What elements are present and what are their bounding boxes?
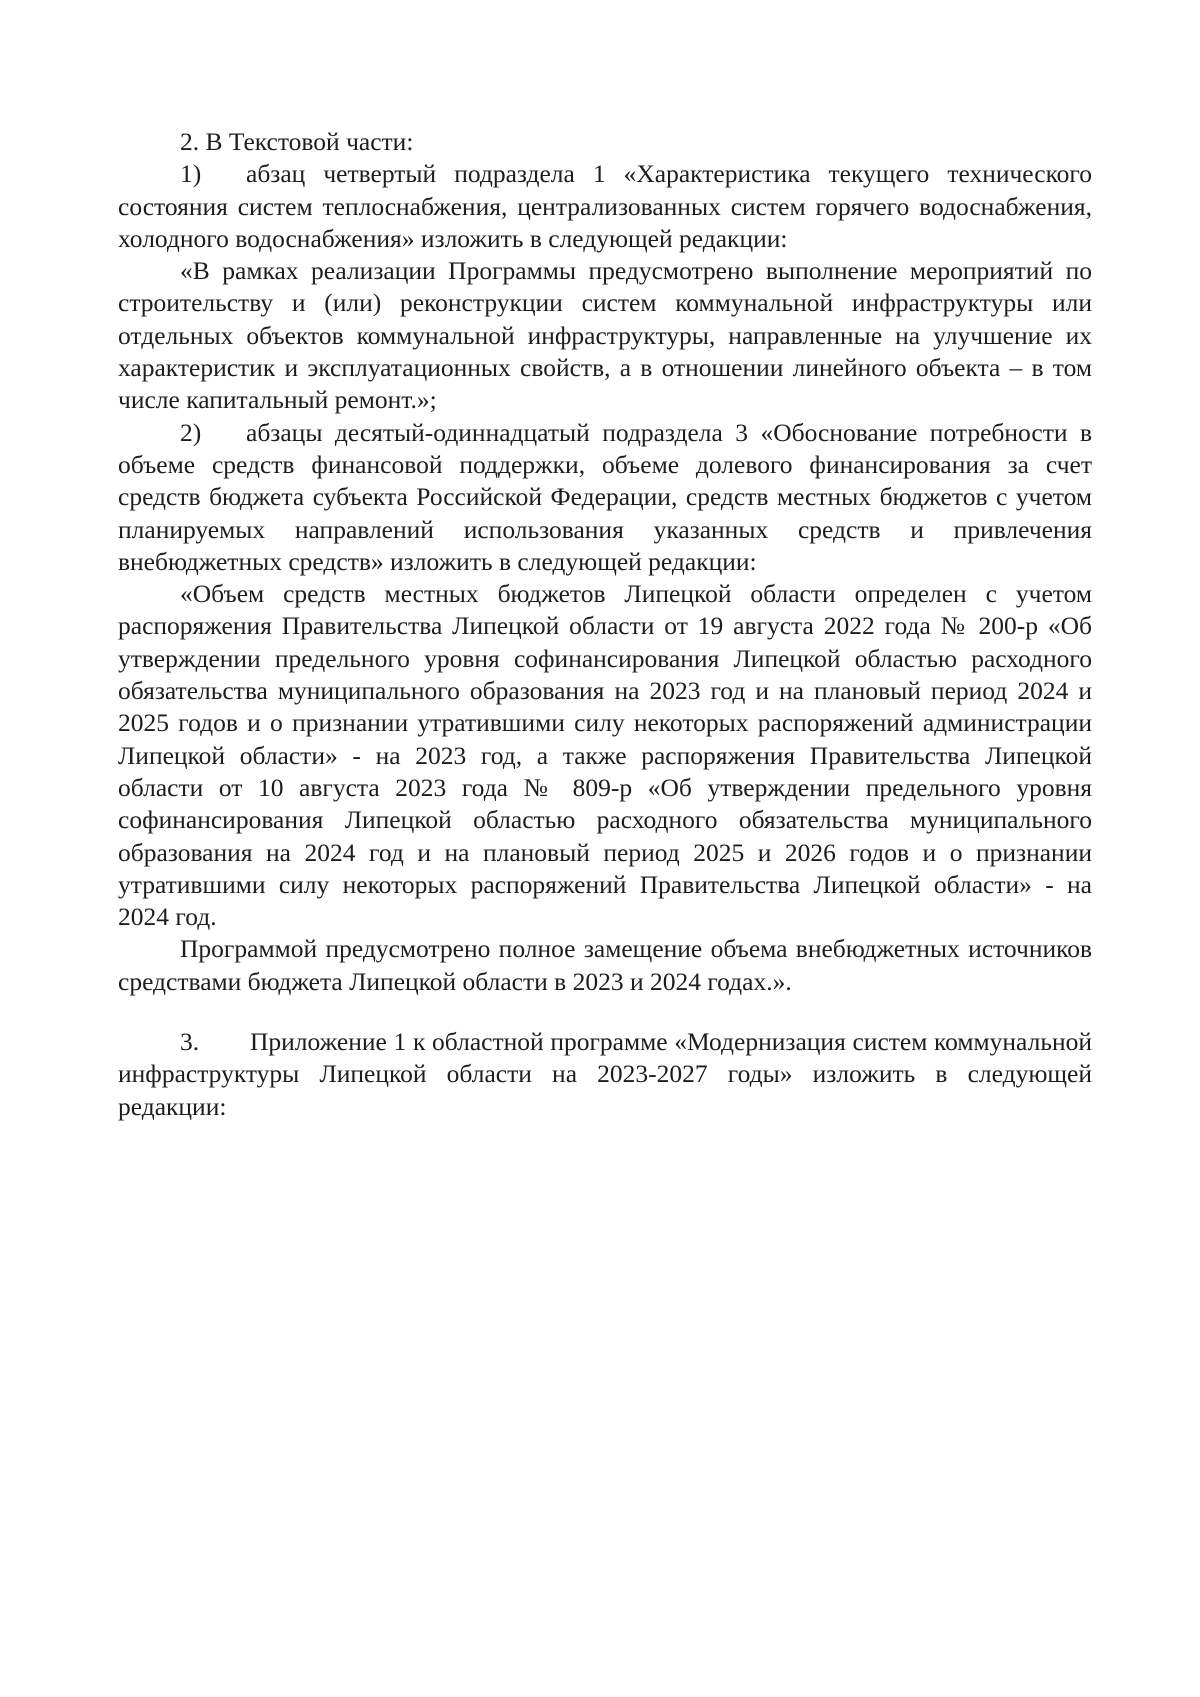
section-3-text: Приложение 1 к областной программе «Модернизация систем коммунальной инфраструктуры Липецкой области на 2023-2027 годы» изложить в следующей редакции: xyxy=(118,1027,1092,1121)
item-2-number: 2) xyxy=(180,417,202,447)
quote-2a-paragraph: «Объем средств местных бюджетов Липецкой области определен с учетом распоряжения Правительства Липецкой области от 19 августа 2022 года № 200-р «Об утверждении предельного уровня софинансирования Липецкой областью расходного обязательства муниципального образования на 2023 год и на плановый период 2024 и 2025 годов и о признании утратившими силу некоторых распоряжений администрации Липецкой области» - на 2023 год, а также распоряжения Правительства Липецкой области от 10 августа 2023 года № 809-р «Об утверждении предельного уровня софинансирования Липецкой областью расходного обязательства муниципального образования на 2024 год и на плановый период 2025 и 2026 годов и о признании утратившими силу некоторых распоряжений Правительства Липецкой области» - на 2024 год. xyxy=(118,579,1092,932)
section-3-number: 3. xyxy=(180,1027,200,1057)
item-1-number: 1) xyxy=(180,159,202,189)
item-1-text: абзац четвертый подраздела 1 «Характеристика текущего технического состояния систем теплоснабжения, централизованных систем горячего водоснабжения, холодного водоснабжения» изложить в следующей редакции: xyxy=(118,159,1092,253)
quote-1-paragraph: «В рамках реализации Программы предусмотрено выполнение мероприятий по строительству и (или) реконструкции систем коммунальной инфраструктуры или отдельных объектов коммунальной инфраструктуры, направленные на улучшение их характеристик и эксплуатационных свойств, а в отношении линейного объекта – в том числе капитальный ремонт.»; xyxy=(118,256,1092,415)
section-3-paragraph xyxy=(118,1026,1092,1123)
quote-2b-paragraph: Программой предусмотрено полное замещение объема внебюджетных источников средствами бюджета Липецкой области в 2023 и 2024 годах.». xyxy=(118,934,1092,996)
item-2-paragraph xyxy=(118,417,1092,578)
item-2-text: абзацы десятый-одиннадцатый подраздела 3 «Обоснование потребности в объеме средств финансовой поддержки, объеме долевого финансирования за счет средств бюджета субъекта Российской Федерации, средств местных бюджетов с учетом планируемых направлений использования указанных средств и привлечения внебюджетных средств» изложить в следующей редакции: xyxy=(118,417,1092,576)
item-1-paragraph xyxy=(118,158,1092,255)
document-body xyxy=(118,126,1092,1123)
section-2-heading: 2. В Текстовой части: xyxy=(180,127,414,156)
section-gap xyxy=(118,998,1092,1026)
